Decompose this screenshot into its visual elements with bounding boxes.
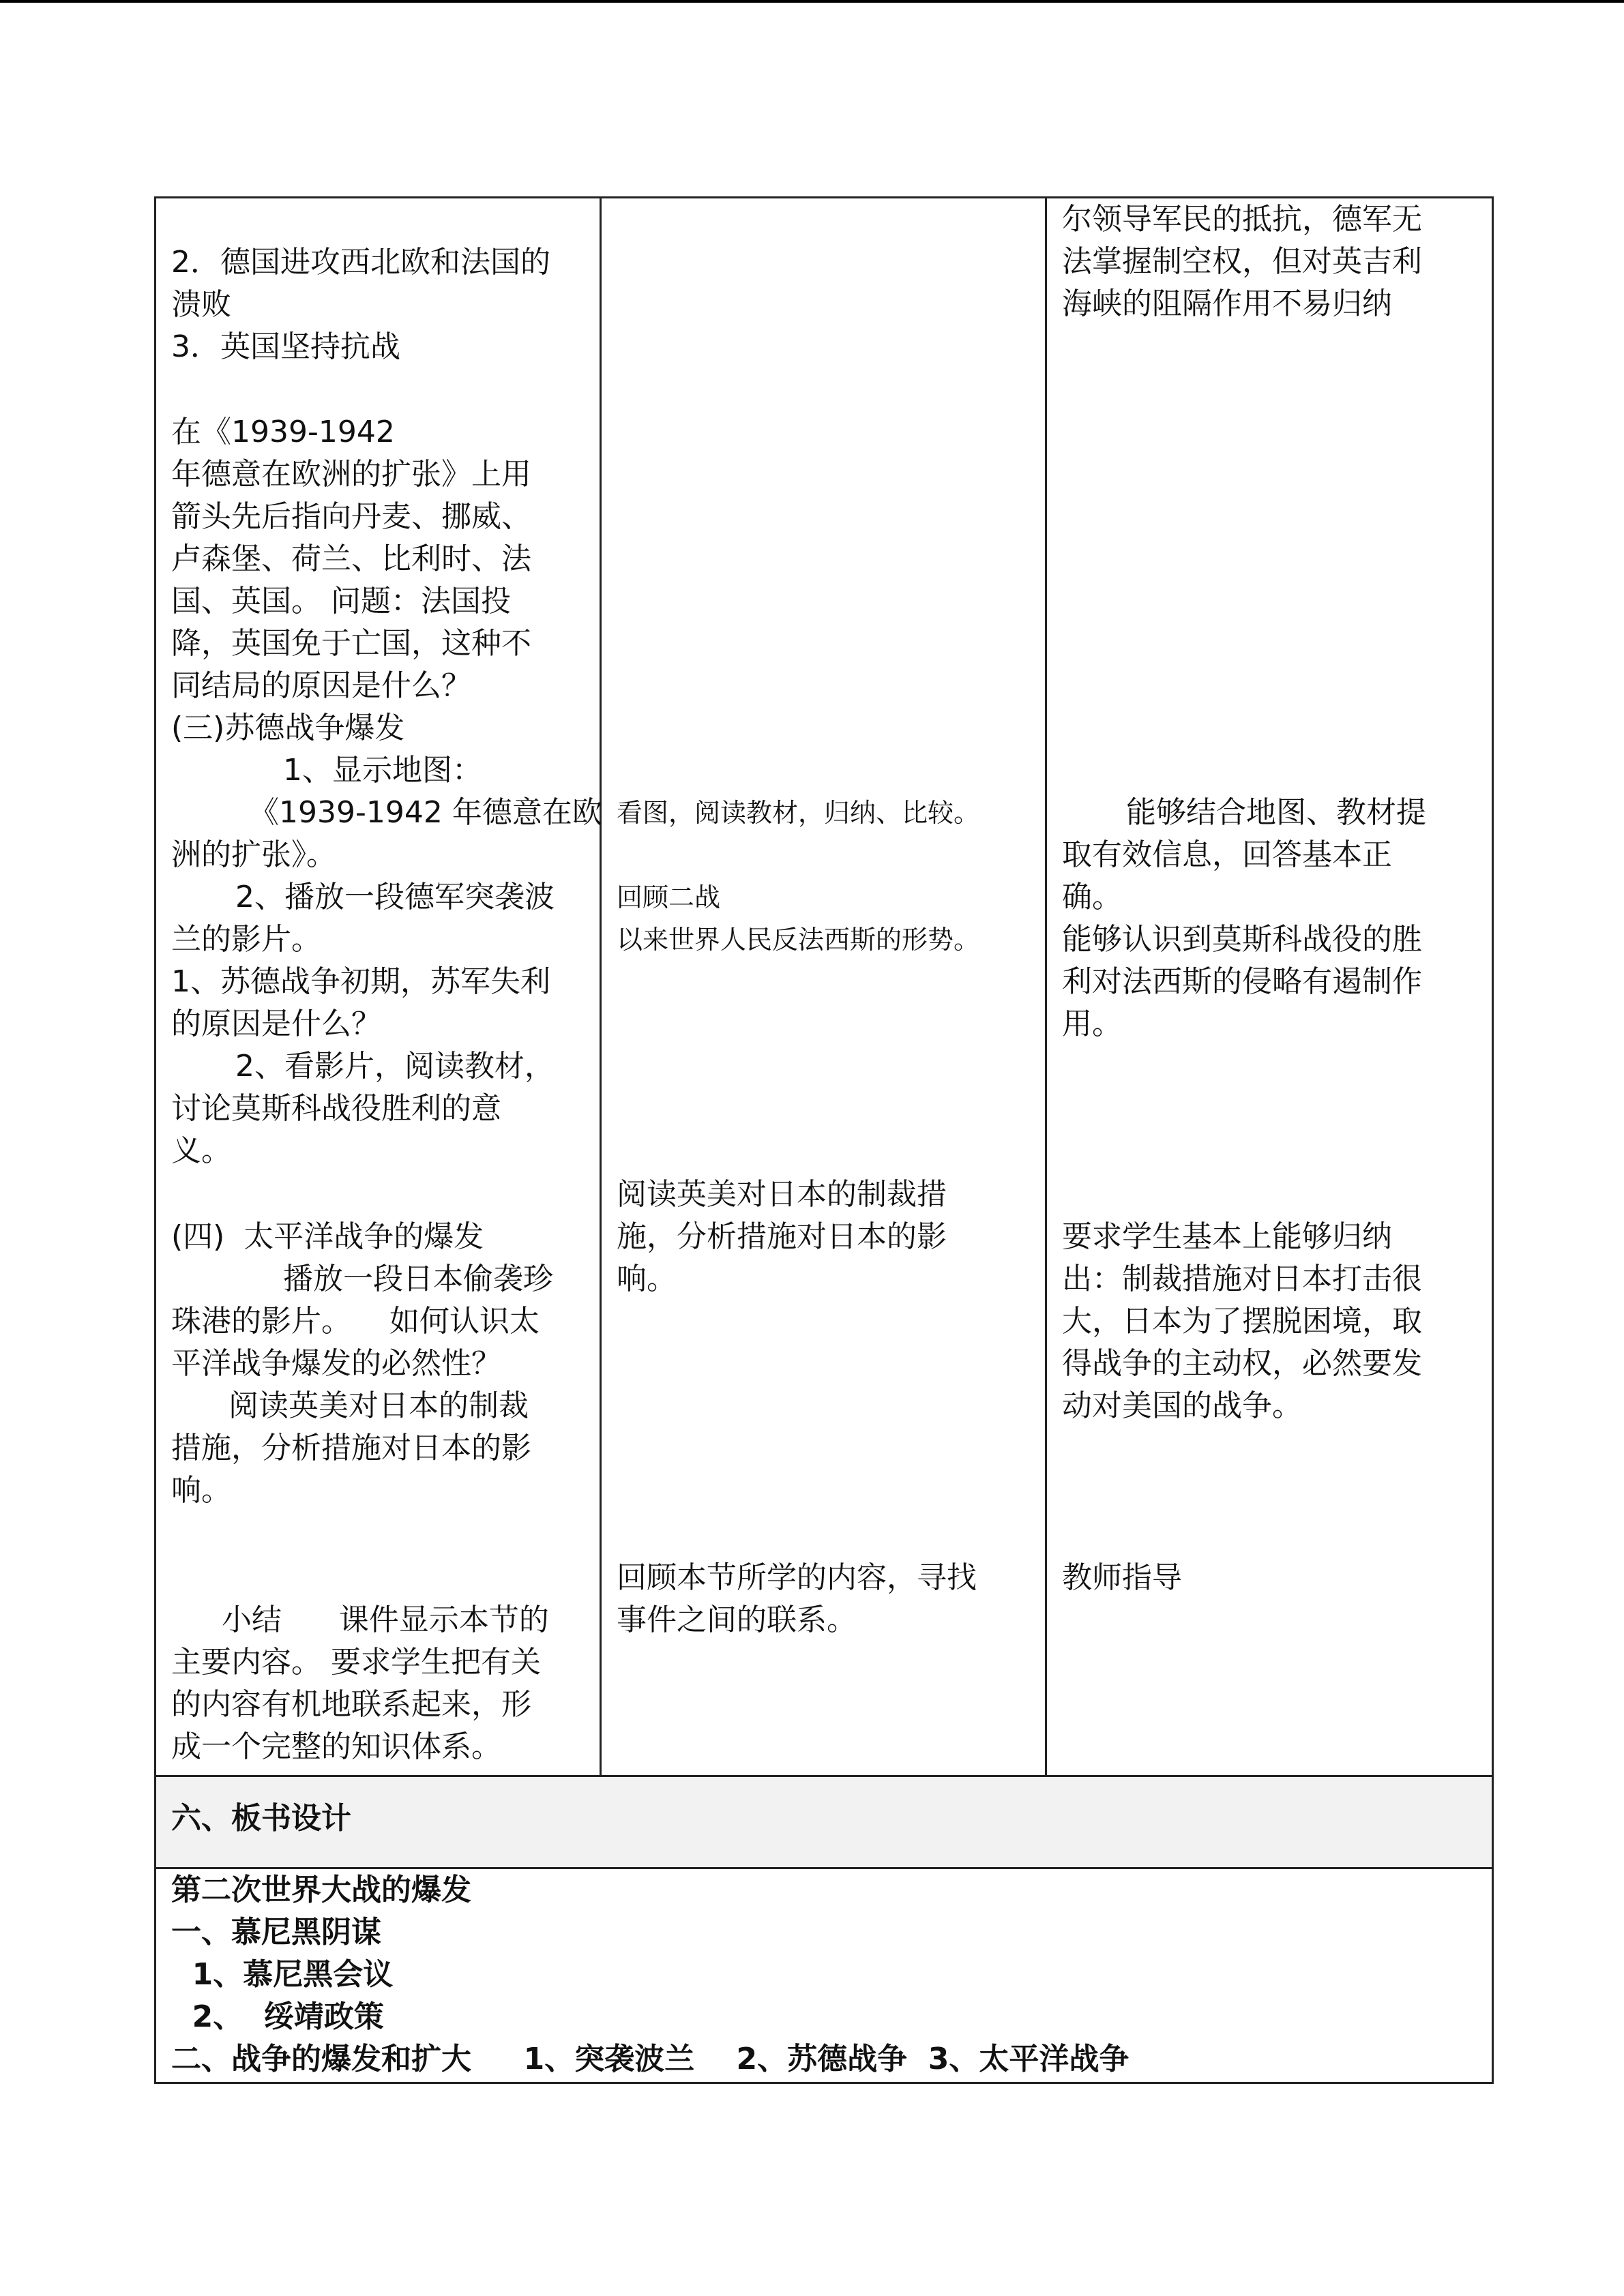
board-line: 二、战争的爆发和扩大 1、突袭波兰 2、苏德战争 3、太平洋战争 — [171, 2042, 1130, 2076]
text-line: 2、播放一段德军突袭波 — [235, 880, 555, 914]
text-line: 出：制裁措施对日本打击很 — [1062, 1262, 1422, 1296]
section-heading-row — [156, 1776, 1493, 1868]
text-line: 措施，分析措施对日本的影 — [171, 1431, 531, 1465]
text-line: 回顾本节所学的内容，寻找 — [617, 1560, 977, 1595]
text-line: 动对美国的战争。 — [1062, 1388, 1302, 1423]
text-line: 播放一段日本偷袭珍 — [283, 1262, 553, 1296]
text-line: 得战争的主动权，必然要发 — [1062, 1346, 1422, 1381]
text-line: 阅读英美对日本的制裁措 — [617, 1177, 947, 1212]
text-line: 珠港的影片。 如何认识太 — [171, 1304, 540, 1339]
process-row — [156, 198, 1493, 1776]
text-line: 以来世界人民反法西斯的形势。 — [617, 925, 980, 955]
section-heading-cell — [156, 1776, 1493, 1868]
text-line: 确。 — [1062, 880, 1122, 914]
text-line: 施，分析措施对日本的影 — [617, 1219, 947, 1254]
text-line: 年德意在欧洲的扩张》上用 — [171, 457, 531, 492]
text-line: 降，英国免于亡国，这种不 — [171, 626, 531, 661]
text-line: 阅读英美对日本的制裁 — [228, 1388, 529, 1423]
text-line: 能够认识到莫斯科战役的胜 — [1062, 922, 1422, 957]
text-line: 海峡的阻隔作用不易归纳 — [1062, 286, 1392, 321]
text-line: 同结局的原因是什么？ — [171, 668, 471, 703]
lesson-table — [154, 196, 1494, 2084]
text-line: 尔领导军民的抵抗，德军无 — [1062, 202, 1422, 237]
board-line: 2、 绥靖政策 — [171, 1999, 384, 2034]
text-line: 的内容有机地联系起来，形 — [171, 1687, 531, 1722]
text-line: 利对法西斯的侵略有遏制作 — [1062, 964, 1422, 999]
text-line: (三)苏德战争爆发 — [171, 711, 405, 745]
board-design-row — [156, 1868, 1493, 2083]
text-line: 3．英国坚持抗战 — [171, 329, 400, 364]
section-heading: 六、板书设计 — [171, 1801, 351, 1836]
text-line: 2、看影片，阅读教材， — [235, 1049, 555, 1084]
text-line: 大，日本为了摆脱困境，取 — [1062, 1304, 1422, 1339]
text-line: 卢森堡、荷兰、比利时、法 — [171, 541, 531, 576]
text-line: 响。 — [171, 1473, 231, 1508]
text-line: 能够结合地图、教材提 — [1126, 795, 1426, 830]
text-line: 事件之间的联系。 — [617, 1602, 857, 1637]
text-line: 回顾二战 — [617, 882, 721, 912]
text-line: 教师指导 — [1062, 1560, 1182, 1595]
text-line: 取有效信息，回答基本正 — [1062, 837, 1392, 872]
text-line: 小结 课件显示本节的 — [222, 1602, 549, 1637]
text-line: 在《1939-1942 — [171, 415, 395, 449]
text-line: 讨论莫斯科战役胜利的意 — [171, 1091, 501, 1126]
text-line: 成一个完整的知识体系。 — [171, 1729, 501, 1764]
text-line: 溃败 — [171, 287, 231, 322]
text-line: 箭头先后指向丹麦、挪威、 — [171, 499, 531, 534]
text-line: (四) 太平洋战争的爆发 — [171, 1219, 484, 1254]
text-line: 兰的影片。 — [171, 922, 321, 957]
text-line: 《1939-1942 年德意在欧 — [249, 795, 602, 830]
text-line: 主要内容。 要求学生把有关 — [171, 1645, 541, 1680]
text-line: 用。 — [1062, 1007, 1122, 1041]
board-line: 1、慕尼黑会议 — [171, 1957, 394, 1992]
text-line: 2．德国进攻西北欧和法国的 — [171, 245, 550, 280]
text-line: 看图，阅读教材，归纳、比较。 — [617, 798, 980, 828]
text-line: 平洋战争爆发的必然性？ — [171, 1346, 501, 1381]
text-line: 1、苏德战争初期，苏军失利 — [171, 964, 550, 999]
text-line: 响。 — [617, 1262, 677, 1296]
text-line: 法掌握制空权，但对英吉利 — [1062, 244, 1422, 279]
text-line: 洲的扩张》。 — [171, 837, 336, 872]
text-line: 义。 — [171, 1133, 231, 1168]
board-line: 一、慕尼黑阴谋 — [171, 1915, 381, 1950]
board-title: 第二次世界大战的爆发 — [171, 1873, 471, 1907]
teacher-activity-cell — [156, 198, 601, 1776]
design-intent-cell — [1046, 198, 1493, 1776]
text-line: 要求学生基本上能够归纳 — [1062, 1219, 1392, 1254]
board-design-cell — [156, 1868, 1493, 2083]
text-line: 1、显示地图： — [283, 753, 482, 788]
student-activity-cell — [601, 198, 1046, 1776]
text-line: 的原因是什么？ — [171, 1007, 381, 1041]
page-top-rule — [0, 0, 1624, 3]
text-line: 国、英国。 问题：法国投 — [171, 584, 511, 618]
